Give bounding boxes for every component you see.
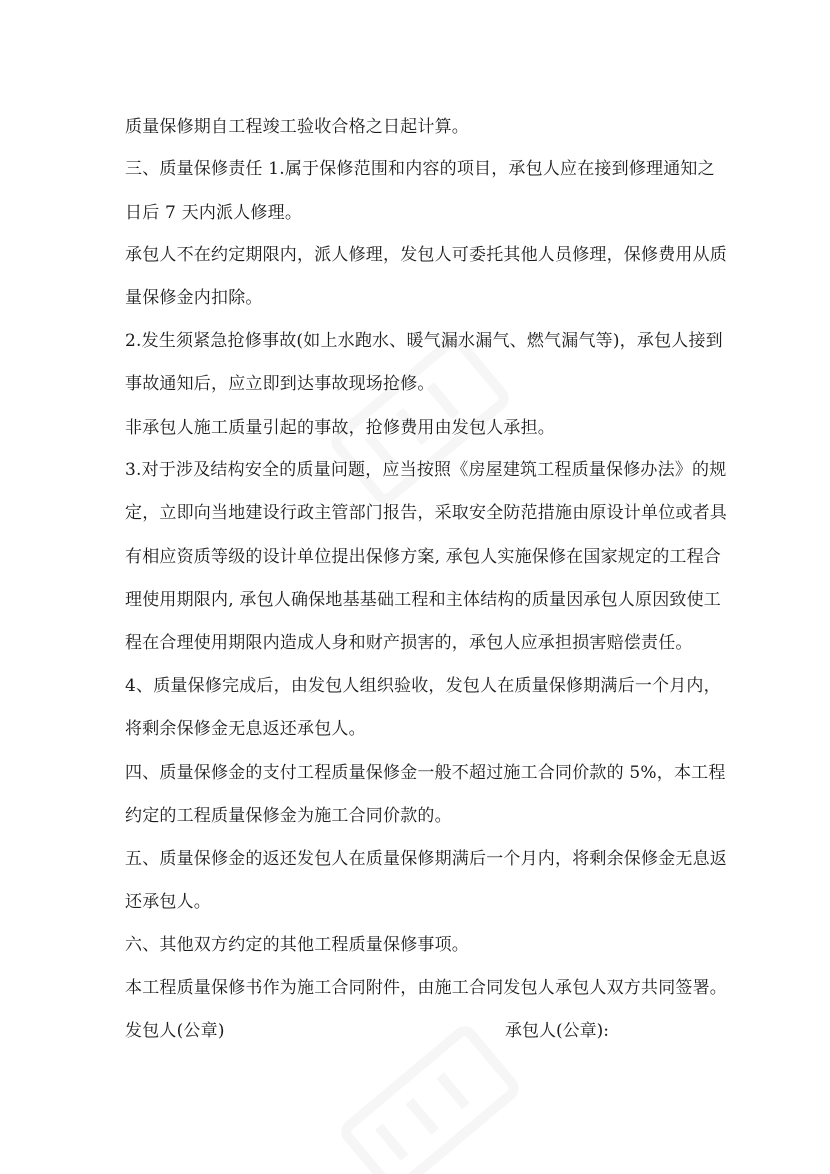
text-line: 理使用期限内, 承包人确保地基基础工程和主体结构的质量因承包人原因致使工 (125, 590, 722, 610)
text-line: 四、质量保修金的支付工程质量保修金一般不超过施工合同价款的 5%，本工程 (125, 763, 726, 783)
text-line: 量保修金内扣除。 (125, 288, 263, 308)
text-line: 程在合理使用期限内造成人身和财产损害的，承包人应承担损害赔偿责任。 (125, 633, 693, 653)
text-line: 三、质量保修责任 1.属于保修范围和内容的项目，承包人应在接到修理通知之 (125, 159, 715, 179)
text-line: 非承包人施工质量引起的事故，抢修费用由发包人承担。 (125, 418, 555, 438)
signature-contractor: 承包人(公章): (505, 1021, 609, 1041)
text-line: 将剩余保修金无息返还承包人。 (125, 719, 366, 739)
text-line: 约定的工程质量保修金为施工合同价款的。 (125, 806, 452, 826)
text-line: 还承包人。 (125, 892, 211, 912)
text-line: 2.发生须紧急抢修事故(如上水跑水、暖气漏水漏气、燃气漏气等)，承包人接到 (125, 331, 723, 351)
text-line: 3.对于涉及结构安全的质量问题，应当按照《房屋建筑工程质量保修办法》的规 (125, 460, 727, 480)
text-line: 4、质量保修完成后，由发包人组织验收，发包人在质量保修期满后一个月内， (125, 676, 721, 696)
text-line: 五、质量保修金的返还发包人在质量保修期满后一个月内，将剩余保修金无息返 (125, 849, 727, 869)
text-line: 事故通知后，应立即到达事故现场抢修。 (125, 374, 435, 394)
text-line: 有相应资质等级的设计单位提出保修方案, 承包人实施保修在国家规定的工程合 (125, 547, 722, 567)
text-line: 定，立即向当地建设行政主管部门报告，采取安全防范措施由原设计单位或者具 (125, 503, 727, 523)
text-line: 本工程质量保修书作为施工合同附件，由施工合同发包人承包人双方共同签署。 (125, 978, 727, 998)
text-line: 六、其他双方约定的其他工程质量保修事项。 (125, 935, 469, 955)
text-line: 质量保修期自工程竣工验收合格之日起计算。 (125, 117, 469, 137)
text-line: 日后 7 天内派人修理。 (125, 203, 303, 223)
text-line: 承包人不在约定期限内，派人修理，发包人可委托其他人员修理，保修费用从质 (125, 245, 727, 265)
signature-employer: 发包人(公章) (125, 1021, 225, 1041)
